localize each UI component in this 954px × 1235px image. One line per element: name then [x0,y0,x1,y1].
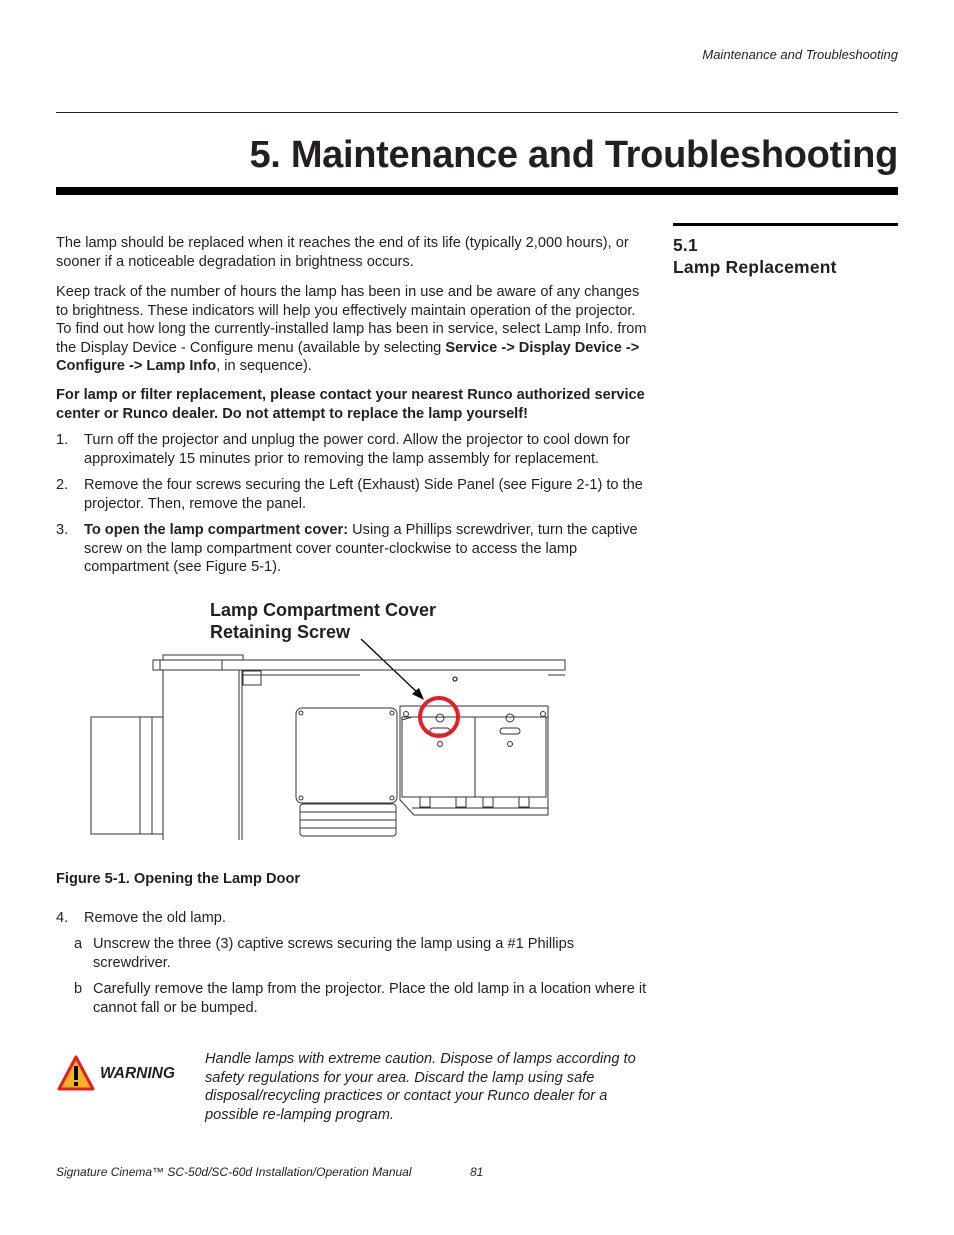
step-number: 2. [56,477,69,493]
running-header: Maintenance and Troubleshooting [702,47,898,62]
step-text: Turn off the projector and unplug the power cord. Allow the projector to cool down for approximately 15 minutes prior to removing the lamp assembly for replacement. [84,432,630,467]
warning-label: WARNING [100,1065,175,1082]
step-number: 1. [56,432,69,448]
lamp-door-figure [56,630,576,845]
chapter-title: 5. Maintenance and Troubleshooting [249,134,898,176]
intro-paragraph: The lamp should be replaced when it reaches the end of its life (typically 2,000 hours), or sooner if a noticeable degradation in brightness occurs. [56,235,629,270]
substep-letter: b [74,981,83,997]
step-number: 3. [56,522,69,538]
callout-arrow [361,639,420,695]
title-divider [56,187,898,195]
paragraph-text: Keep track of the number of hours the lamp has been in use and be aware of any changes to brightness. These indicators will help you effectively maintain operation of the projector. To find out how long the currently-installed lamp has been in service, select Lamp Info. from the Display Device - Configure menu (available by selecting [56,284,647,356]
section-heading [673,234,837,278]
substep-text: Carefully remove the lamp from the projector. Place the old lamp in a location where it cannot fall or be bumped. [93,981,647,1016]
callout-line: Lamp Compartment Cover [210,600,437,620]
step-text [84,521,654,577]
substep-text: Unscrew the three (3) captive screws securing the lamp using a #1 Phillips screwdriver. [93,936,575,971]
page-number: 81 [470,1165,484,1179]
figure-caption: Figure 5-1. Opening the Lamp Door [56,871,301,887]
warning-triangle-icon [57,1055,95,1091]
substep-letter: a [74,936,83,952]
paragraph-text: , in sequence). [216,358,312,375]
section-divider [673,223,898,226]
callout-line: Retaining Screw [210,622,351,642]
step-text: Remove the old lamp. [84,910,226,926]
step-number: 4. [56,910,69,926]
contact-notice: For lamp or filter replacement, please contact your nearest Runco authorized service center or Runco dealer. Do not attempt to replace the lamp yourself! [56,387,645,422]
step-lead: To open the lamp compartment cover: [84,522,349,538]
section-title: Lamp Replacement [673,257,837,277]
section-number: 5.1 [673,235,698,255]
step-text: Remove the four screws securing the Left (Exhaust) Side Panel (see Figure 2-1) to the projector. Then, remove the panel. [84,477,643,512]
header-divider [56,112,898,113]
warning-text: Handle lamps with extreme caution. Dispose of lamps according to safety regulations for your area. Discard the lamp using safe disposal/recycling practices or contact your Runco dealer for a possible re-lamping program. [205,1051,636,1123]
step-body: Using a Phillips screwdriver, turn the captive screw on the lamp compartment cover counter-clockwise to access the lamp compartment (see Figure 5-1). [84,522,638,576]
lamp-hours-paragraph [56,283,654,376]
footer-manual-title: Signature Cinema™ SC-50d/SC-60d Installation/Operation Manual [56,1165,412,1179]
menu-path: Service -> Display Device -> Configure -> Lamp Info [56,339,640,375]
